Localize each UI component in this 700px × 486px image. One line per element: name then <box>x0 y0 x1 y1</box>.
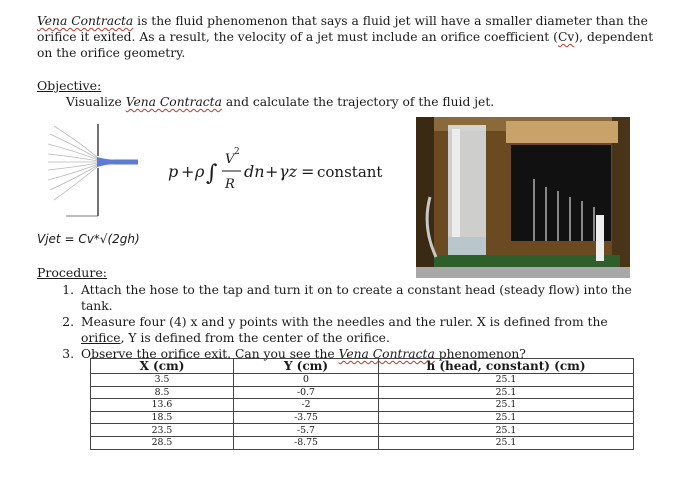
table-row <box>91 399 634 412</box>
table-base <box>434 255 620 269</box>
eq-rhs: constant <box>317 163 383 181</box>
procedure-step-1 <box>37 282 637 314</box>
cell-x: 13.6 <box>91 399 234 412</box>
data-table <box>90 358 634 450</box>
header-x: X (cm) <box>91 359 234 374</box>
eq-gamma-z: γz <box>279 162 297 181</box>
step-text-a: Observe the orifice exit. Can you see the <box>81 347 339 361</box>
cell-x: 28.5 <box>91 436 234 449</box>
objective-heading: Objective: <box>37 78 102 93</box>
eq-dn: dn <box>244 162 265 181</box>
eq-numerator: V <box>225 152 235 167</box>
cell-h: 25.1 <box>379 436 634 449</box>
objective-suffix: and calculate the trajectory of the fluid jet. <box>221 95 495 109</box>
eq-rho: ρ <box>195 162 205 181</box>
intro-term: Vena Contracta <box>37 14 134 28</box>
cell-y: -2 <box>234 399 379 412</box>
cell-x: 18.5 <box>91 411 234 424</box>
table-row <box>91 374 634 387</box>
equation <box>168 140 393 200</box>
cell-x: 3.5 <box>91 374 234 387</box>
procedure-heading: Procedure: <box>37 265 107 280</box>
intro-text-a: is the fluid phenomenon that says a fluid jet will have a smaller diameter than the orifice it exited. As a result, the velocity of a jet must include an orifice coefficient ( <box>37 14 648 44</box>
header-h: h (head, constant) (cm) <box>379 359 634 374</box>
intro-coef: Cv <box>557 30 575 44</box>
step-number: 1. <box>62 283 74 297</box>
eq-exponent: 2 <box>234 147 240 157</box>
procedure-step-2 <box>37 314 637 346</box>
apparatus-photo <box>416 117 630 278</box>
table-header-row <box>91 359 634 374</box>
cell-y: -8.75 <box>234 436 379 449</box>
eq-p: p <box>168 162 179 181</box>
vjet-formula: Vjet = Cv*√(2gh) <box>37 232 140 246</box>
step-text-a: Measure four (4) x and y points with the needles and the ruler. X is defined from the <box>81 315 608 329</box>
fluid-jet <box>97 157 138 167</box>
cell-h: 25.1 <box>379 374 634 387</box>
eq-denominator: R <box>225 177 235 192</box>
cell-y: -5.7 <box>234 424 379 437</box>
step-text-b: phenomenon? <box>434 347 526 361</box>
step-term: Vena Contracta <box>338 347 435 361</box>
table-row <box>91 436 634 449</box>
eq-integral: ∫ <box>206 161 218 186</box>
eq-plus2: + <box>265 162 279 181</box>
vena-contracta-diagram <box>48 120 138 218</box>
cell-h: 25.1 <box>379 411 634 424</box>
step-text: Attach the hose to the tap and turn it on to create a constant head (steady flow) into the tank. <box>81 283 632 313</box>
step-text <box>81 314 637 346</box>
eq-plus1: + <box>181 162 195 181</box>
step-number: 2. <box>62 315 74 329</box>
header-y: Y (cm) <box>234 359 379 374</box>
streamlines <box>48 126 98 200</box>
cell-x: 8.5 <box>91 386 234 399</box>
cell-h: 25.1 <box>379 399 634 412</box>
objective-prefix: Visualize <box>66 95 126 109</box>
step-text-b: , Y is defined from the center of the orifice. <box>120 331 390 345</box>
procedure-steps <box>37 282 637 362</box>
intro-paragraph <box>37 13 667 61</box>
cell-y: -3.75 <box>234 411 379 424</box>
cell-h: 25.1 <box>379 424 634 437</box>
intro-text-b: ), dependent on the orifice geometry. <box>37 30 654 60</box>
cell-y: 0 <box>234 374 379 387</box>
table-row <box>91 424 634 437</box>
cell-x: 23.5 <box>91 424 234 437</box>
orifice-link: orifice <box>81 331 121 345</box>
cell-y: -0.7 <box>234 386 379 399</box>
step-number: 3. <box>62 347 74 361</box>
objective-text <box>66 95 494 109</box>
eq-equals: = <box>301 162 315 181</box>
cell-h: 25.1 <box>379 386 634 399</box>
table-row <box>91 386 634 399</box>
table-row <box>91 411 634 424</box>
objective-term: Vena Contracta <box>125 95 222 109</box>
